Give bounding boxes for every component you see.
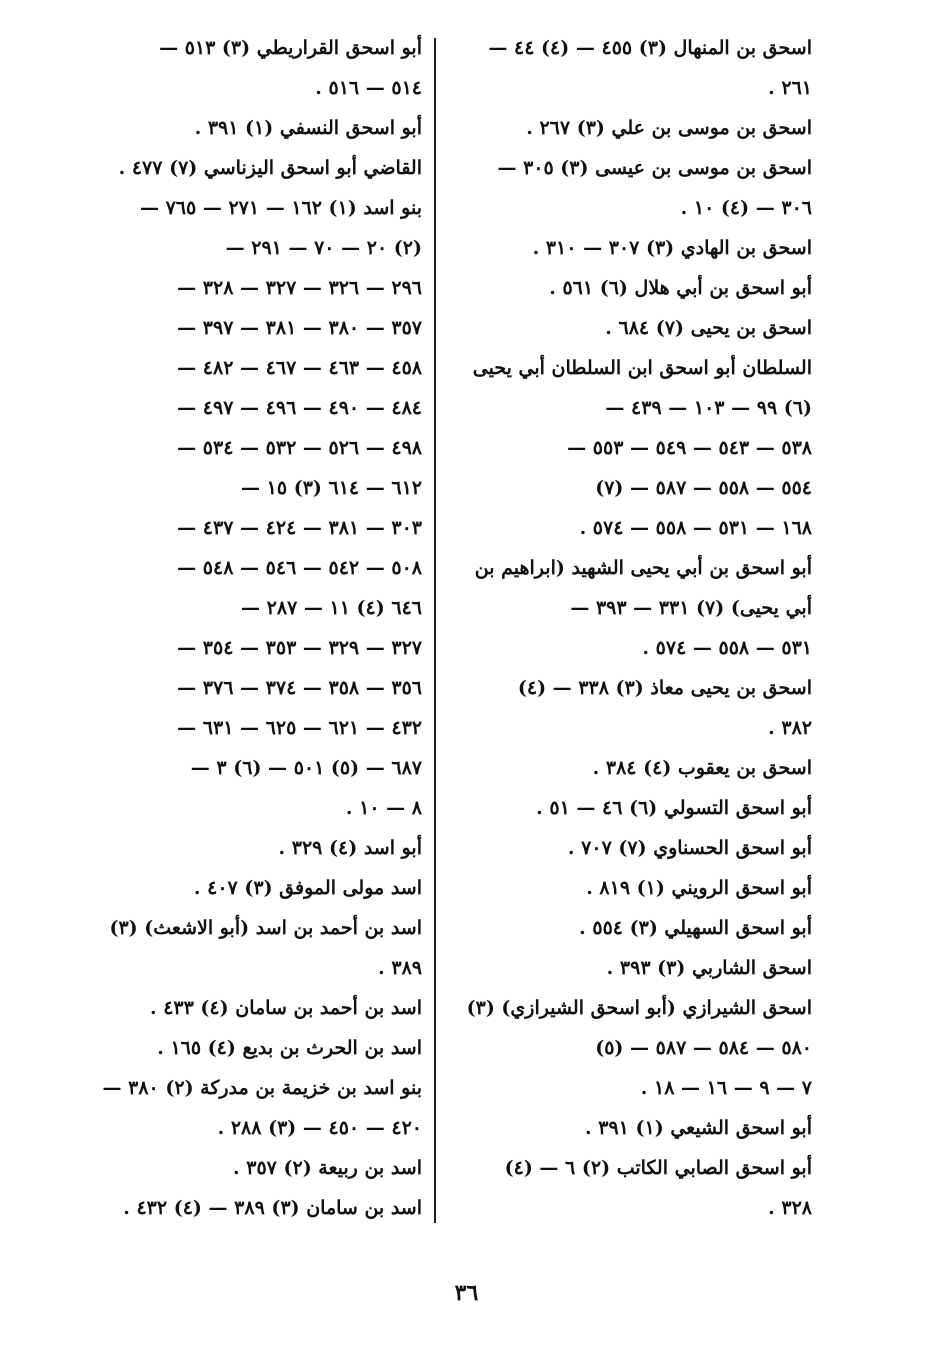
index-entry-line: أبو اسحق الرويني (١) ٨١٩ . <box>586 877 812 899</box>
index-entry-line: اسد بن أحمد بن اسد (أبو الاشعث) (٣) <box>109 917 422 939</box>
index-column-right <box>460 28 812 1228</box>
index-entry-line: أبي يحيى) (٧) ٣٣١ — ٣٩٣ — <box>570 597 812 619</box>
index-entry-line: أبو اسد (٤) ٣٢٩ . <box>278 837 422 859</box>
index-entry-line: ٤٢٠ — ٤٥٠ — (٣) ٢٨٨ . <box>217 1117 422 1139</box>
index-entry-line: بنو اسد (١) ١٦٢ — ٢٧١ — ٧٦٥ — <box>139 197 422 219</box>
index-entry-line: (٢) ٢٠ — ٧٠ — ٢٩١ — <box>225 237 422 259</box>
index-column-left <box>70 28 422 1228</box>
index-entry-line: اسد مولى الموفق (٣) ٤٠٧ . <box>193 877 422 899</box>
index-entry-line: أبو اسحق بن أبي يحيى الشهيد (ابراهيم بن <box>474 557 812 579</box>
index-entry-line: ٤٨٤ — ٤٩٠ — ٤٩٦ — ٤٩٧ — <box>177 397 422 419</box>
index-entry-line: اسد بن ربيعة (٢) ٣٥٧ . <box>233 1157 422 1179</box>
index-entry-line: أبو اسحق الشيعي (١) ٣٩١ . <box>585 1117 812 1139</box>
index-entry-line: ٥٠٨ — ٥٤٢ — ٥٤٦ — ٥٤٨ — <box>177 557 422 579</box>
index-entry-line: ٢٦١ . <box>768 77 812 99</box>
index-entry-line: ٣٥٧ — ٣٨٠ — ٣٨١ — ٣٩٧ — <box>177 317 422 339</box>
index-entry-line: ١٦٨ — ٥٣١ — ٥٥٨ — ٥٧٤ . <box>579 517 812 539</box>
index-entry-line: ٣٢٧ — ٣٢٩ — ٣٥٣ — ٣٥٤ — <box>177 637 422 659</box>
index-entry-line: اسد بن سامان (٣) ٣٨٩ — (٤) ٤٣٢ . <box>123 1197 422 1219</box>
index-entry-line: القاضي أبو اسحق اليزناسي (٧) ٤٧٧ . <box>118 157 422 179</box>
index-entry-line: ٦١٢ — ٦١٤ (٣) ١٥ — <box>241 477 422 499</box>
index-entry-line: ٣٠٦ — (٤) ١٠ . <box>680 197 812 219</box>
index-entry-line: ٨ — ١٠ . <box>345 797 422 819</box>
index-entry-line: اسحق بن الهادي (٣) ٣٠٧ — ٣١٠ . <box>532 237 812 259</box>
index-entry-line: أبو اسحق القراريطي (٣) ٥١٣ — <box>159 37 422 59</box>
index-entry-line: أبو اسحق النسفي (١) ٣٩١ . <box>194 117 422 139</box>
index-entry-line: اسد بن الحرث بن بديع (٤) ١٦٥ . <box>157 1037 422 1059</box>
index-entry-line: ٣٨٢ . <box>768 717 812 739</box>
index-entry-line: ٤٣٢ — ٦٢١ — ٦٢٥ — ٦٣١ — <box>177 717 422 739</box>
index-entry-line: أبو اسحق السهيلي (٣) ٥٥٤ . <box>579 917 812 939</box>
index-entry-line: ٧ — ٩ — ١٦ — ١٨ . <box>640 1077 812 1099</box>
index-entry-line: ٤٩٨ — ٥٢٦ — ٥٣٢ — ٥٣٤ — <box>177 437 422 459</box>
index-entry-line: ٥١٤ — ٥١٦ . <box>315 77 422 99</box>
index-entry-line: ٣٥٦ — ٣٥٨ — ٣٧٤ — ٣٧٦ — <box>177 677 422 699</box>
index-entry-line: أبو اسحق بن أبي هلال (٦) ٥٦١ . <box>549 277 812 299</box>
index-entry-line: (٦) ٩٩ — ١٠٣ — ٤٣٩ — <box>605 397 812 419</box>
index-entry-line: اسحق بن موسى بن علي (٣) ٢٦٧ . <box>526 117 812 139</box>
index-entry-line: ٣٨٩ . <box>378 957 422 979</box>
index-entry-line: ٣٠٣ — ٣٨١ — ٤٢٤ — ٤٣٧ — <box>177 517 422 539</box>
index-entry-line: اسحق بن المنهال (٣) ٤٥٥ — (٤) ٤٤ — <box>488 37 812 59</box>
page-number: ٣٦ <box>454 1280 479 1306</box>
index-entry-line: اسحق بن يعقوب (٤) ٣٨٤ . <box>592 757 812 779</box>
index-entry-line: ٦٨٧ — (٥) ٥٠١ — (٦) ٣ — <box>190 757 422 779</box>
index-entry-line: اسد بن أحمد بن سامان (٤) ٤٣٣ . <box>149 997 422 1019</box>
index-entry-line: بنو اسد بن خزيمة بن مدركة (٢) ٣٨٠ — <box>102 1077 422 1099</box>
index-entry-line: أبو اسحق الصابي الكاتب (٢) ٦ — (٤) <box>504 1157 812 1179</box>
index-entry-line: ٢٩٦ — ٣٢٦ — ٣٢٧ — ٣٢٨ — <box>177 277 422 299</box>
index-entry-line: اسحق بن يحيى (٧) ٦٨٤ . <box>605 317 812 339</box>
index-entry-line: ٦٤٦ (٤) ١١ — ٢٨٧ — <box>241 597 422 619</box>
index-entry-line: أبو اسحق التسولي (٦) ٤٦ — ٥١ . <box>536 797 812 819</box>
index-entry-line: أبو اسحق الحسناوي (٧) ٧٠٧ . <box>567 837 812 859</box>
index-entry-line: اسحق بن موسى بن عيسى (٣) ٣٠٥ — <box>497 157 812 179</box>
index-entry-line: ٥٨٠ — ٥٨٤ — ٥٨٧ — (٥) <box>595 1037 812 1059</box>
index-entry-line: ٣٢٨ . <box>768 1197 812 1219</box>
index-entry-line: ٥٥٤ — ٥٥٨ — ٥٨٧ — (٧) <box>595 477 812 499</box>
index-entry-line: ٥٣٨ — ٥٤٣ — ٥٤٩ — ٥٥٣ — <box>567 437 812 459</box>
column-divider <box>434 38 436 1223</box>
index-entry-line: اسحق بن يحيى معاذ (٣) ٣٣٨ — (٤) <box>517 677 812 699</box>
index-entry-line: ٤٥٨ — ٤٦٣ — ٤٦٧ — ٤٨٢ — <box>177 357 422 379</box>
index-entry-line: اسحق الشاربي (٣) ٣٩٣ . <box>606 957 812 979</box>
index-entry-line: اسحق الشيرازي (أبو اسحق الشيرازي) (٣) <box>466 997 812 1019</box>
index-entry-line: ٥٣١ — ٥٥٨ — ٥٧٤ . <box>642 637 812 659</box>
index-entry-line: السلطان أبو اسحق ابن السلطان أبي يحيى <box>472 357 812 379</box>
